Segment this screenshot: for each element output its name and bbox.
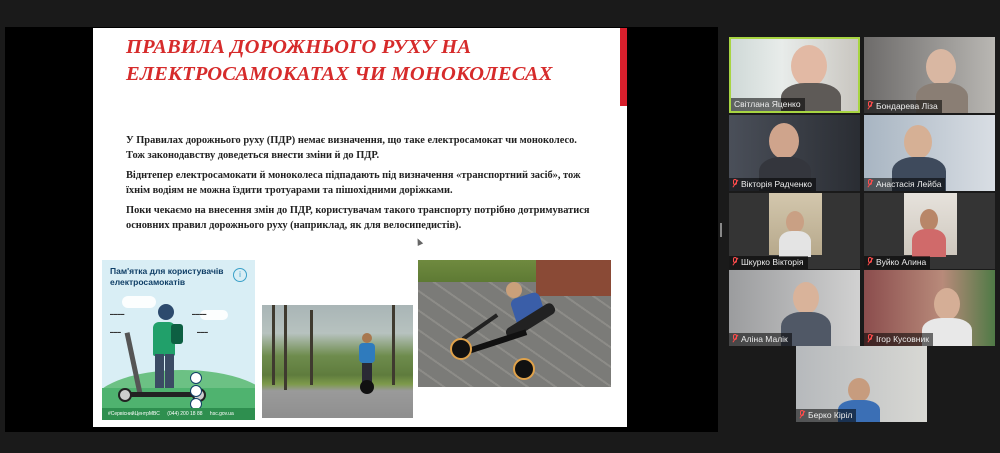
participant-tile[interactable] bbox=[864, 193, 995, 269]
participant-name-text: Аліна Малік bbox=[741, 334, 788, 344]
participant-tile[interactable] bbox=[864, 115, 995, 191]
participant-face bbox=[791, 45, 827, 87]
tree-trunk bbox=[284, 305, 287, 390]
participant-name-text: Шкурко Вікторія bbox=[741, 257, 804, 267]
participant-name bbox=[864, 178, 945, 191]
scooter-deck bbox=[121, 392, 201, 397]
participant-tile[interactable] bbox=[729, 193, 860, 269]
info-icon: i bbox=[233, 268, 247, 282]
slide-body bbox=[126, 133, 596, 238]
muted-mic-icon bbox=[867, 334, 873, 343]
poster-label: ▬▬▬▬ bbox=[110, 312, 125, 316]
participant-name-text: Анастасія Лейба bbox=[876, 179, 942, 189]
participant-face bbox=[848, 378, 870, 402]
participant-tile[interactable] bbox=[729, 270, 860, 346]
scooter-stem bbox=[462, 313, 499, 340]
wheel-icon bbox=[513, 358, 535, 380]
participant-face bbox=[934, 288, 960, 320]
fallen-rider-head bbox=[506, 282, 522, 298]
participant-name bbox=[729, 256, 808, 269]
participant-face bbox=[793, 282, 819, 314]
poster-label: ▬▬▬ bbox=[197, 330, 208, 334]
participant-name bbox=[864, 333, 933, 346]
muted-mic-icon bbox=[867, 257, 873, 266]
rider-helmet bbox=[158, 304, 174, 320]
rider-head bbox=[362, 333, 372, 343]
participant-name bbox=[864, 256, 930, 269]
wheel-icon bbox=[118, 388, 132, 402]
slide-title: ПРАВИЛА ДОРОЖНЬОГО РУХУ НА ЕЛЕКТРОСАМОКАТАХ ЧИ МОНОКОЛЕСАХ bbox=[126, 36, 553, 85]
scooter-accident-photo bbox=[418, 260, 611, 387]
slide-paragraph-1: У Правилах дорожнього руху (ПДР) немає визначення, що таке електросамокат чи моноколесо. Тож законодавству доведеться внести зміни й до ПДР. bbox=[126, 135, 577, 161]
slide-paragraph-3: Поки чекаємо на внесення змін до ПДР, користувачам такого транспорту потрібно дотримуватися основних правил дорожнього руху (наприклад, як для велосипедистів). bbox=[126, 205, 590, 231]
participant-tile[interactable] bbox=[864, 270, 995, 346]
poster-title: Пам'ятка для користувачів електросамокатів bbox=[110, 266, 224, 287]
rule-icon bbox=[190, 372, 202, 384]
poster-hashtag: #СервіснийЦентрМВС bbox=[108, 411, 160, 417]
participant-face bbox=[926, 49, 956, 85]
participant-name bbox=[729, 333, 792, 346]
muted-mic-icon bbox=[799, 410, 805, 419]
muted-mic-icon bbox=[732, 179, 738, 188]
monowheel-rider bbox=[357, 333, 377, 391]
poster-label: ▬▬▬▬ bbox=[192, 312, 207, 316]
poster-label: ▬▬▬ bbox=[110, 330, 121, 334]
participant-name-text: Ігор Кусовник bbox=[876, 334, 929, 344]
participant-body bbox=[912, 229, 946, 257]
participant-face bbox=[786, 211, 804, 233]
slide-accent-bar bbox=[620, 28, 627, 106]
participant-body bbox=[779, 231, 811, 257]
photo-brick-wall bbox=[536, 260, 611, 296]
monowheel-rider-photo bbox=[262, 305, 413, 418]
muted-mic-icon bbox=[867, 179, 873, 188]
participant-tile[interactable] bbox=[729, 115, 860, 191]
tree-trunk bbox=[272, 305, 275, 385]
monowheel bbox=[360, 380, 374, 394]
muted-mic-icon bbox=[732, 257, 738, 266]
participant-name-text: Берко Кіріл bbox=[808, 410, 853, 420]
participant-name-text: Світлана Яценко bbox=[734, 99, 801, 109]
participant-name-text: Вікторія Радченко bbox=[741, 179, 812, 189]
rider-jacket bbox=[359, 343, 375, 363]
rider-leg bbox=[155, 354, 164, 388]
participant-tile[interactable] bbox=[729, 37, 860, 113]
muted-mic-icon bbox=[732, 334, 738, 343]
participant-face bbox=[904, 125, 932, 159]
participant-name bbox=[796, 409, 856, 422]
participant-name-text: Вуйко Алина bbox=[876, 257, 927, 267]
rule-icon bbox=[190, 385, 202, 397]
wheel-icon bbox=[450, 338, 472, 360]
tree-trunk bbox=[392, 305, 395, 385]
participant-face bbox=[920, 209, 938, 231]
slide-paragraph-2: Віднтепер електросамокати й моноколеса підпадають під визначення «транспортний засіб», тож їхнім водіям не можна їздити тротуарами та пішохідними доріжками. bbox=[126, 170, 581, 196]
scooter-safety-poster bbox=[102, 260, 255, 420]
rider-backpack bbox=[171, 324, 183, 344]
muted-mic-icon bbox=[867, 101, 873, 110]
rider-leg bbox=[165, 354, 174, 388]
poster-footer bbox=[102, 408, 255, 420]
poster-site: hsc.gov.ua bbox=[209, 411, 234, 417]
participant-name bbox=[729, 178, 816, 191]
participant-name bbox=[731, 98, 805, 111]
panel-resize-handle[interactable] bbox=[720, 223, 722, 237]
participant-tile[interactable] bbox=[864, 37, 995, 113]
participant-tile[interactable] bbox=[796, 346, 927, 422]
tree-trunk bbox=[310, 310, 313, 385]
participant-name bbox=[864, 100, 942, 113]
participant-face bbox=[769, 123, 799, 159]
poster-phone: (044) 200 18 88 bbox=[167, 411, 203, 417]
participant-name-text: Бондарева Ліза bbox=[876, 101, 938, 111]
scooter-rider-illustration bbox=[146, 304, 191, 394]
